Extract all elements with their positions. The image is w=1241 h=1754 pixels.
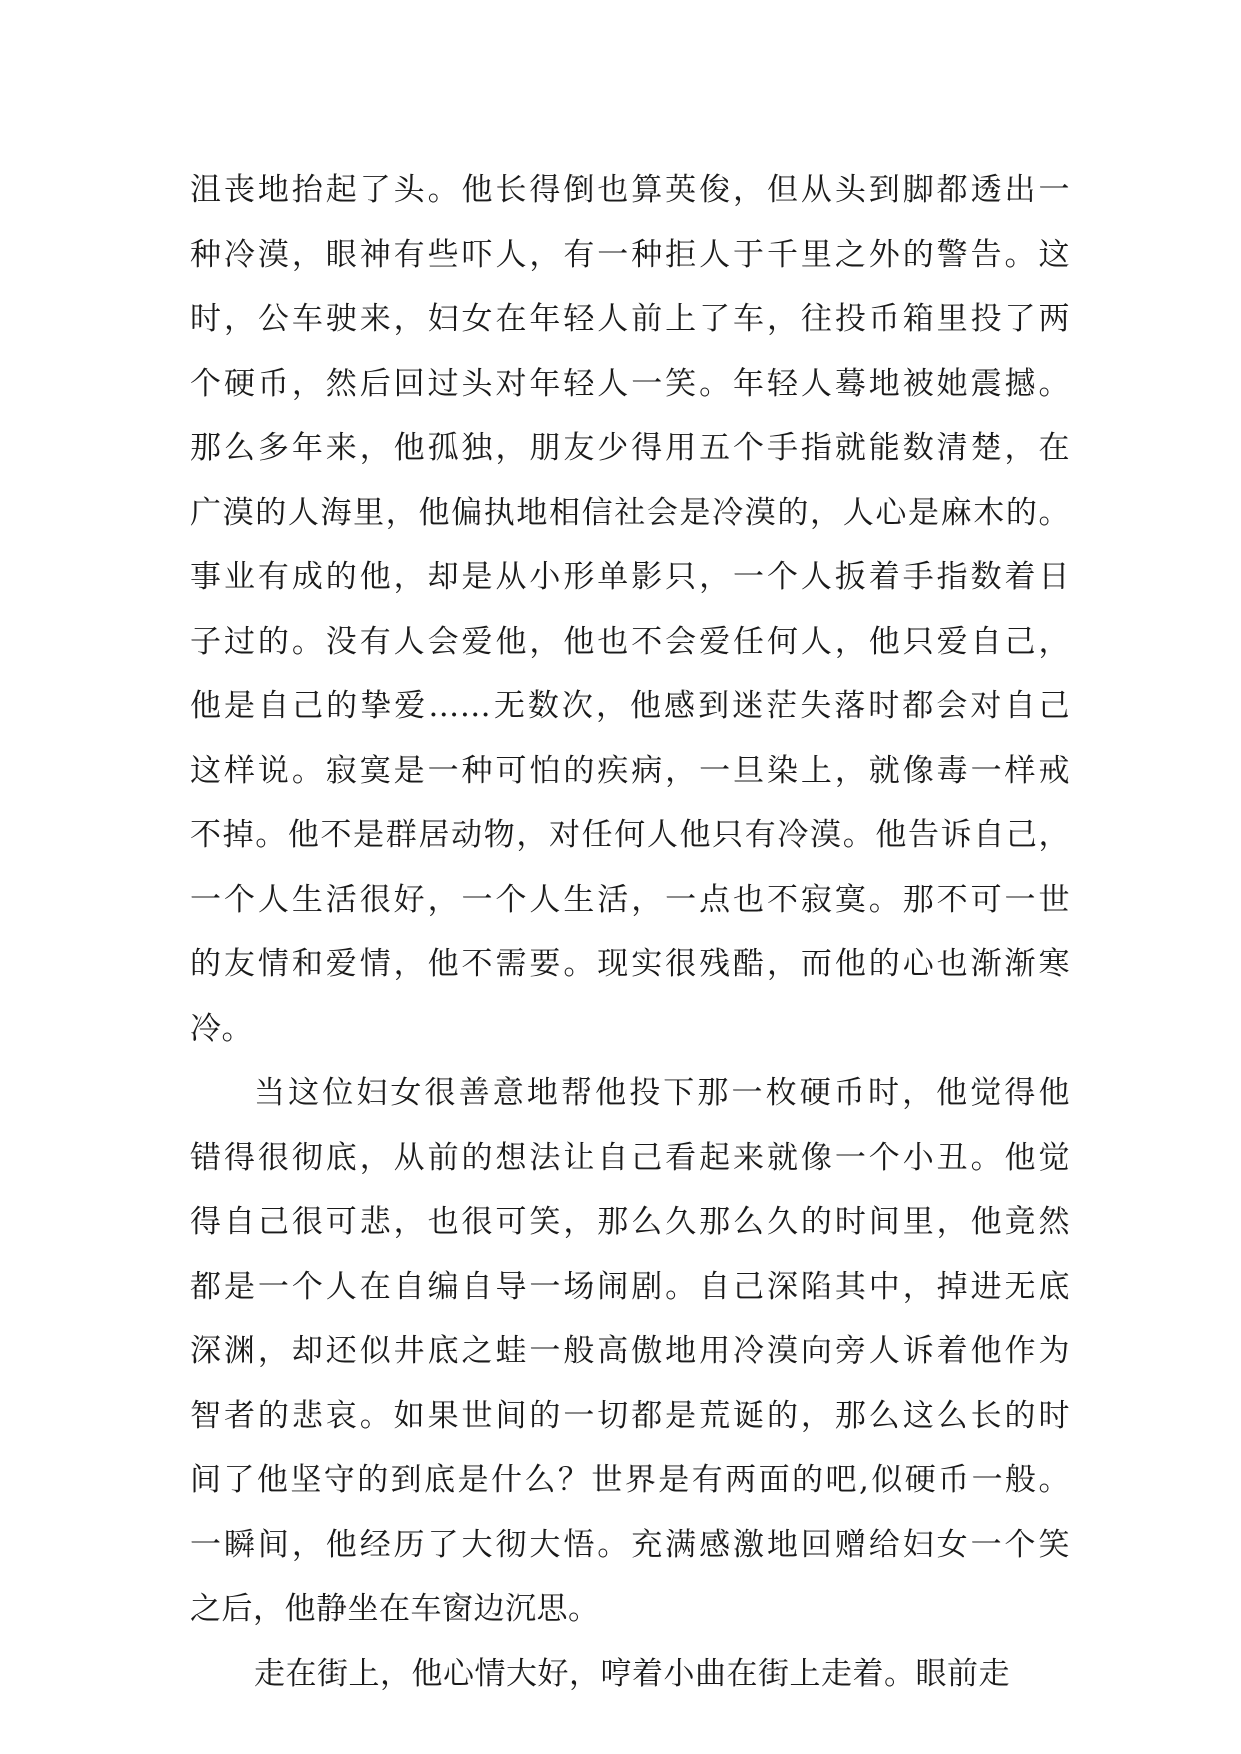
paragraph — [190, 1642, 1070, 1707]
text-line: 的友情和爱情，他不需要。现实很残酷，而他的心也渐渐寒 — [190, 946, 1070, 982]
paragraph — [190, 158, 1070, 1061]
text-line: 当这位妇女很善意地帮他投下那一枚硬币时，他觉得他 — [254, 1075, 1070, 1111]
text-line: 得自己很可悲，也很可笑，那么久那么久的时间里，他竟然 — [190, 1204, 1070, 1240]
text-line: 错得很彻底，从前的想法让自己看起来就像一个小丑。他觉 — [190, 1139, 1070, 1176]
text-line: 沮丧地抬起了头。他长得倒也算英俊，但从头到脚都透出一 — [190, 172, 1070, 208]
text-line: 广漠的人海里，他偏执地相信社会是冷漠的，人心是麻木的。 — [190, 494, 1070, 531]
text-line: 冷。 — [190, 1010, 253, 1047]
text-line: 那么多年来，他孤独，朋友少得用五个手指就能数清楚，在 — [190, 430, 1070, 466]
text-line: 个硬币，然后回过头对年轻人一笑。年轻人蓦地被她震撼。 — [190, 365, 1070, 402]
text-line: 之后，他静坐在车窗边沉思。 — [190, 1591, 600, 1627]
text-line: 这样说。寂寞是一种可怕的疾病，一旦染上，就像毒一样戒 — [190, 752, 1070, 789]
paragraph — [190, 1061, 1070, 1642]
text-line: 事业有成的他，却是从小形单影只，一个人扳着手指数着日 — [190, 559, 1070, 595]
text-line: 子过的。没有人会爱他，他也不会爱任何人，他只爱自己， — [190, 623, 1070, 660]
body-text — [190, 158, 1070, 1706]
text-line: 不掉。他不是群居动物，对任何人他只有冷漠。他告诉自己， — [190, 817, 1070, 853]
text-line: 一个人生活很好，一个人生活，一点也不寂寞。那不可一世 — [190, 881, 1070, 918]
text-line: 都是一个人在自编自导一场闹剧。自己深陷其中，掉进无底 — [190, 1268, 1070, 1305]
text-line: 他是自己的挚爱……无数次，他感到迷茫失落时都会对自己 — [190, 688, 1070, 724]
text-line: 一瞬间，他经历了大彻大悟。充满感激地回赠给妇女一个笑 — [190, 1526, 1070, 1563]
text-line: 走在街上，他心情大好，哼着小曲在街上走着。眼前走 — [254, 1655, 1010, 1692]
text-line: 种冷漠，眼神有些吓人，有一种拒人于千里之外的警告。这 — [190, 236, 1070, 273]
text-line: 智者的悲哀。如果世间的一切都是荒诞的，那么这么长的时 — [190, 1397, 1070, 1434]
text-line: 间了他坚守的到底是什么？世界是有两面的吧,似硬币一般。 — [190, 1462, 1070, 1498]
text-line: 时，公车驶来，妇女在年轻人前上了车，往投币箱里投了两 — [190, 301, 1070, 337]
text-line: 深渊，却还似井底之蛙一般高傲地用冷漠向旁人诉着他作为 — [190, 1333, 1070, 1369]
